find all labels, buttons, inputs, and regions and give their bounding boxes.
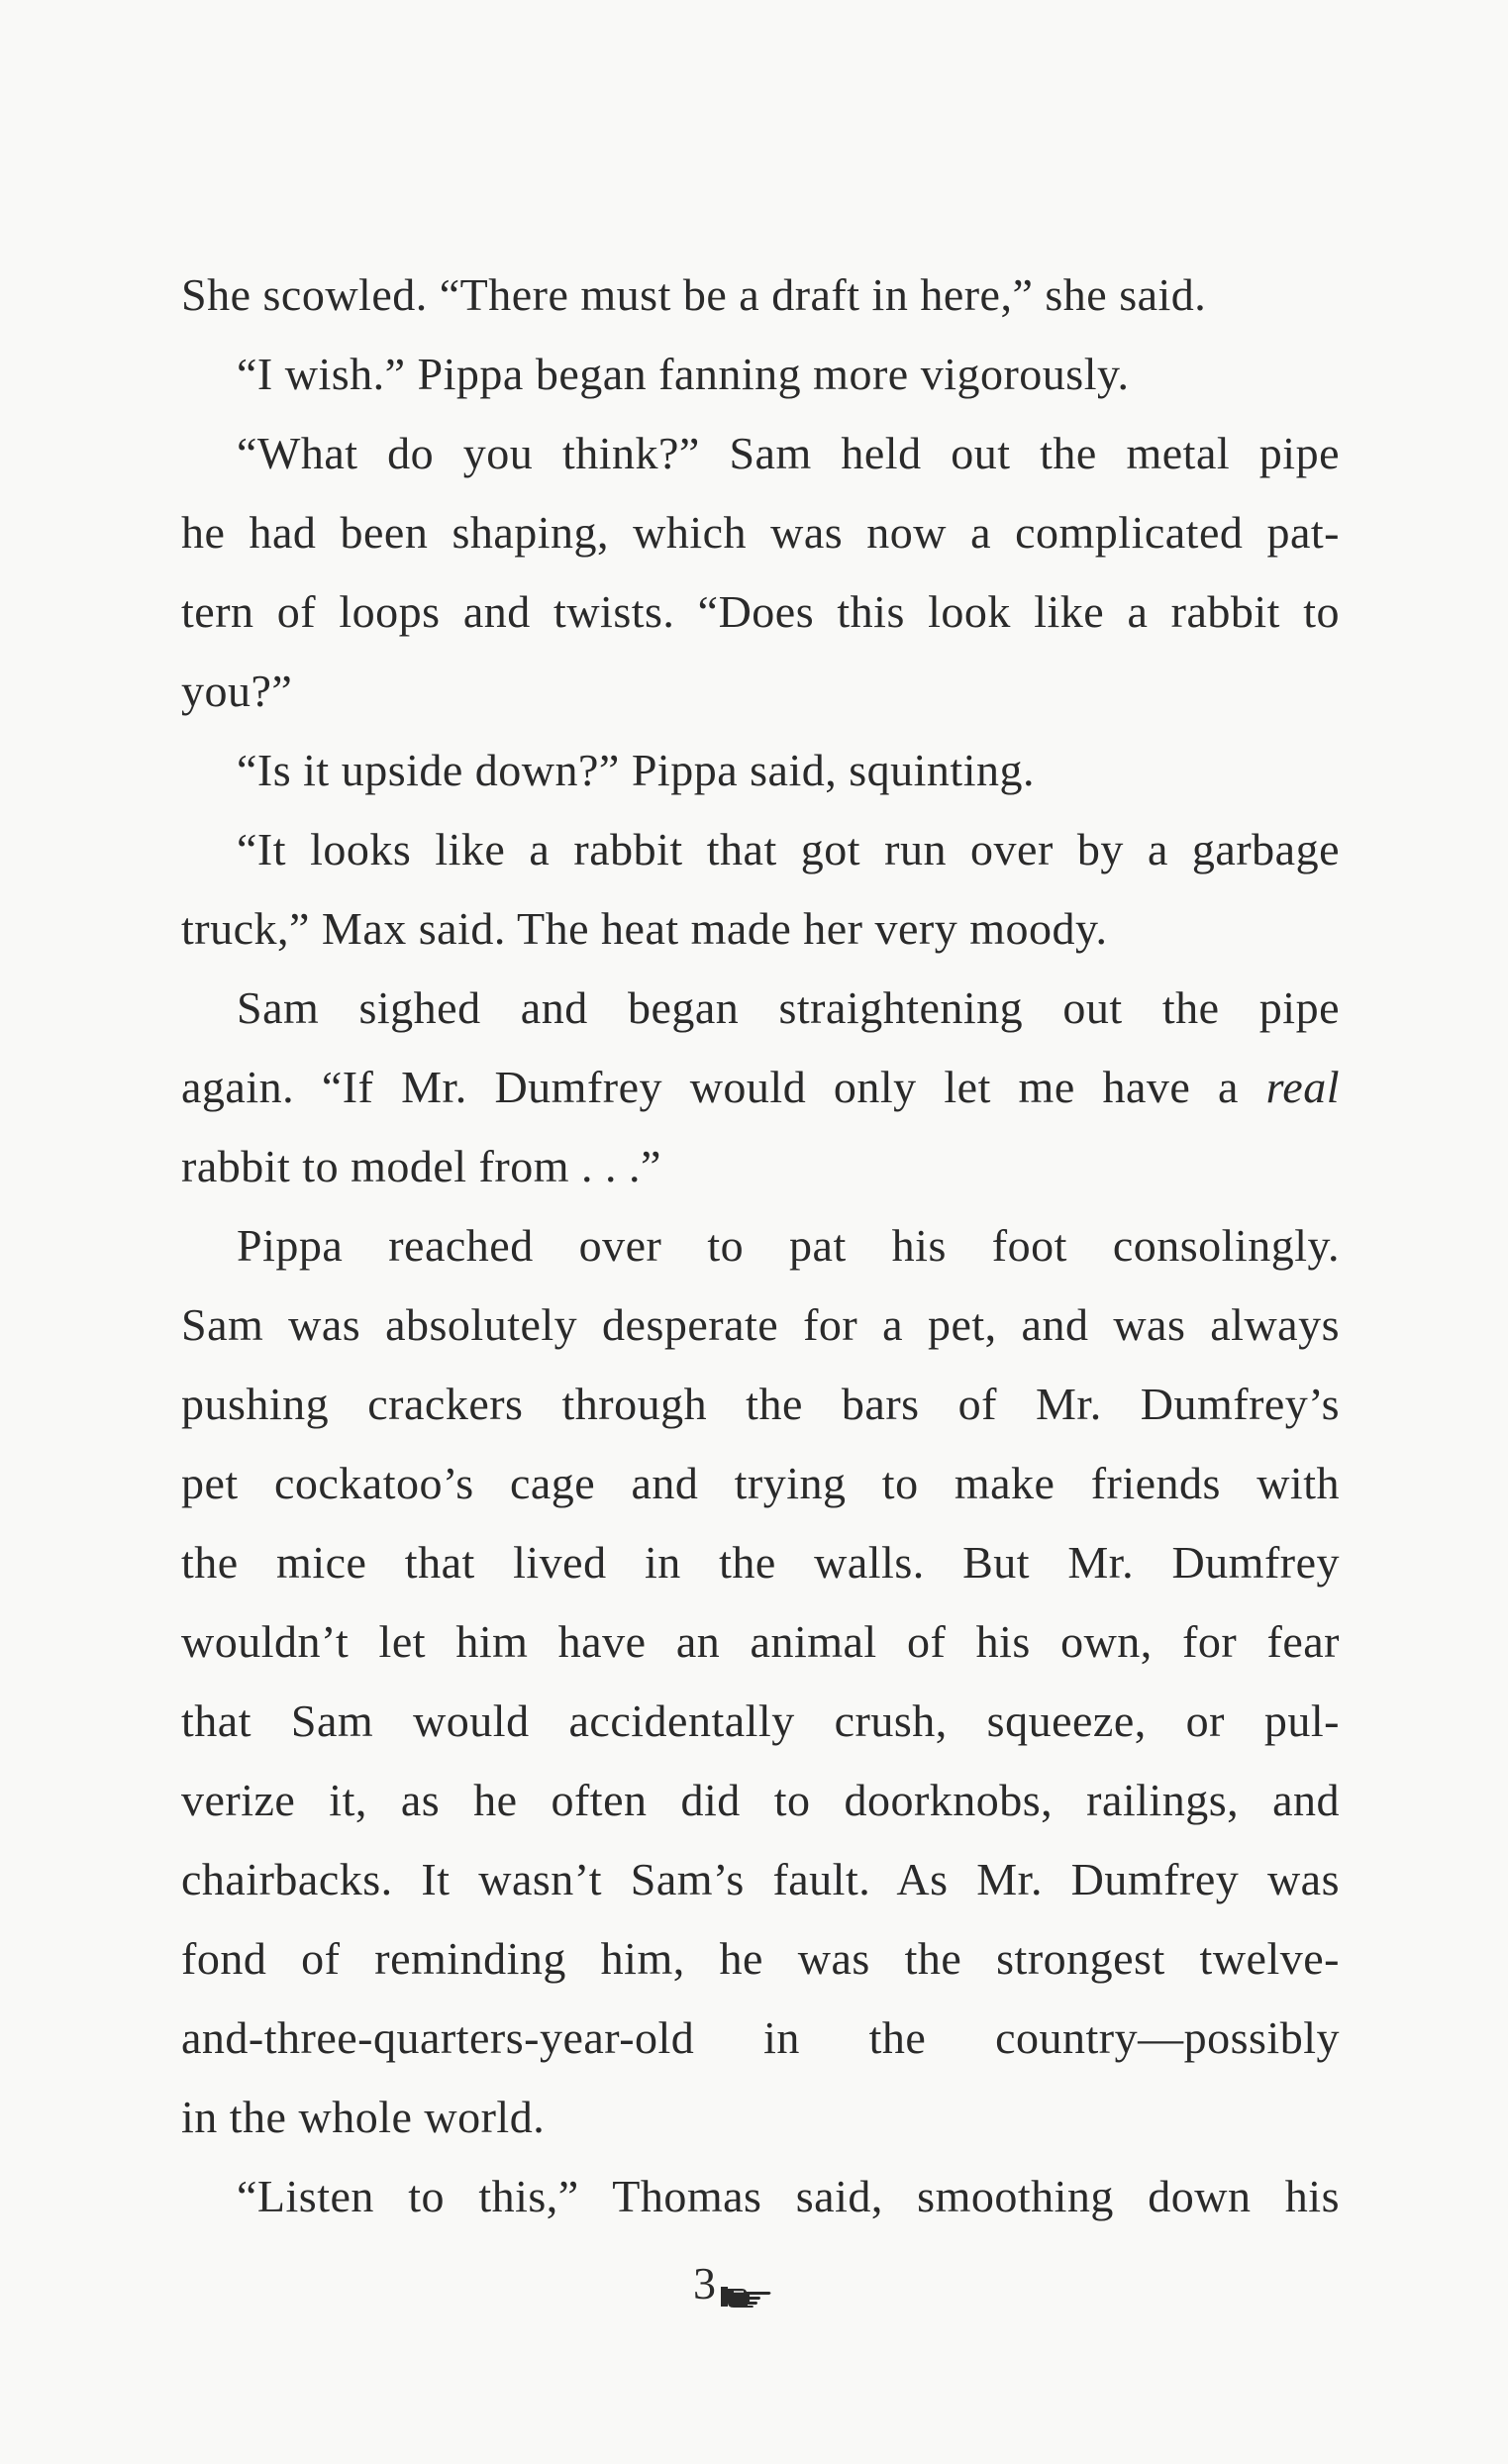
text-line: pushing crackers through the bars of Mr. Dumfrey’s	[181, 1379, 1340, 1429]
text-line: rabbit to model from . . .”	[181, 1141, 661, 1191]
text-line: you?”	[181, 666, 293, 716]
page-folio	[693, 2248, 773, 2317]
italic-word: real	[1265, 1062, 1340, 1112]
text-line: wouldn’t let him have an animal of his own, for fear	[181, 1616, 1340, 1667]
text-line: truck,” Max said. The heat made her very moody.	[181, 903, 1108, 954]
text-line: She scowled. “There must be a draft in here,” she said.	[181, 269, 1207, 320]
body-text	[181, 256, 1340, 2236]
text-line: fond of reminding him, he was the strongest twelve-	[181, 1933, 1340, 1984]
text-line: verize it, as he often did to doorknobs, railings, and	[181, 1775, 1340, 1825]
text-line: “I wish.” Pippa began fanning more vigorously.	[237, 349, 1130, 399]
text-line: tern of loops and twists. “Does this look like a rabbit to	[181, 586, 1340, 637]
pointing-hand-icon	[720, 2269, 773, 2297]
text-line: and-three-quarters-year-old in the country—possibly	[181, 2012, 1340, 2063]
text-line: chairbacks. It wasn’t Sam’s fault. As Mr. Dumfrey was	[181, 1854, 1340, 1904]
text-line: “It looks like a rabbit that got run over by a garbage	[237, 824, 1340, 874]
text-line: Sam was absolutely desperate for a pet, and was always	[181, 1299, 1340, 1350]
page-number: 3	[693, 2257, 716, 2309]
text-line: the mice that lived in the walls. But Mr. Dumfrey	[181, 1537, 1340, 1588]
text-line: in the whole world.	[181, 2092, 546, 2142]
text-line: “What do you think?” Sam held out the metal pipe	[237, 428, 1340, 478]
text-line	[181, 1048, 1340, 1127]
text-line: that Sam would accidentally crush, squeeze, or pul-	[181, 1695, 1340, 1746]
text-line: he had been shaping, which was now a complicated pat-	[181, 507, 1340, 558]
text-line: “Listen to this,” Thomas said, smoothing down his	[237, 2171, 1340, 2221]
text-line: Pippa reached over to pat his foot consolingly.	[237, 1220, 1340, 1271]
text-line: pet cockatoo’s cage and trying to make friends with	[181, 1458, 1340, 1508]
text-line: “Is it upside down?” Pippa said, squinting.	[237, 745, 1035, 795]
text-line: Sam sighed and began straightening out the pipe	[237, 982, 1340, 1033]
text-line-segment: again. “If Mr. Dumfrey would only let me have a	[181, 1062, 1266, 1112]
